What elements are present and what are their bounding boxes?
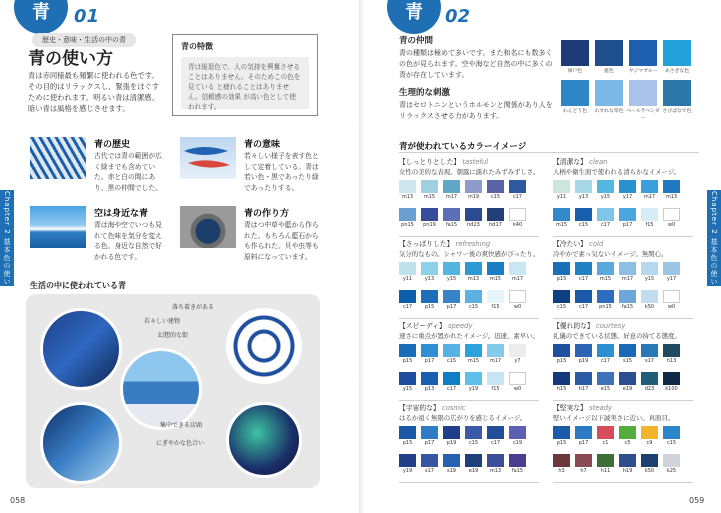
color-swatch <box>553 344 570 357</box>
family-swatch <box>629 40 657 66</box>
color-swatch <box>443 290 460 303</box>
color-swatch-code: p15 <box>402 358 413 364</box>
color-swatch <box>509 372 526 385</box>
chapter-side-tab-left: Chapter 2 基本色の使い <box>0 190 14 286</box>
color-swatch-code: h19 <box>622 468 633 474</box>
color-swatch <box>421 262 438 275</box>
color-swatch <box>443 262 460 275</box>
color-swatch-code: y15 <box>402 386 413 392</box>
color-swatch <box>465 344 482 357</box>
color-swatch <box>421 372 438 385</box>
color-swatch-code: y7 <box>514 358 521 364</box>
color-image-en-label: tasteful <box>462 158 489 166</box>
color-swatch-code: m17 <box>489 358 502 364</box>
chapter-side-tab-right: Chapter 2 基本色の使い方 <box>707 190 721 286</box>
color-image-en-label: cold <box>589 240 604 248</box>
color-swatch-code: pn15 <box>401 222 414 228</box>
color-swatch <box>619 426 636 439</box>
color-swatch <box>619 372 636 385</box>
color-swatch <box>597 262 614 275</box>
color-swatch-code: c19 <box>512 440 523 446</box>
color-swatch <box>663 344 680 357</box>
color-image-en-label: steady <box>589 404 613 412</box>
color-image-desc: 人柄や衛生面で使われる清らかなイメージ。 <box>553 168 681 176</box>
color-swatch-code: c17 <box>600 358 611 364</box>
color-swatch-code: m17 <box>621 276 634 282</box>
color-swatch-code: e15 <box>600 386 611 392</box>
color-swatch-code: k40 <box>512 222 523 228</box>
color-swatch-code: pn15 <box>599 304 612 310</box>
color-swatch <box>663 262 680 275</box>
color-image-heading <box>399 238 490 248</box>
color-swatch <box>663 180 680 193</box>
color-swatch <box>443 180 460 193</box>
color-swatch-code: m17 <box>643 194 656 200</box>
color-image-divider <box>399 318 539 319</box>
color-image-en-label: cosmic <box>441 404 466 412</box>
color-swatch <box>509 180 526 193</box>
color-image-heading <box>399 320 473 330</box>
chapter-number-right: 02 <box>445 6 471 27</box>
color-swatch-code: y19 <box>468 386 479 392</box>
color-image-heading <box>553 402 612 412</box>
color-swatch <box>597 372 614 385</box>
color-swatch <box>421 344 438 357</box>
color-swatch <box>663 372 680 385</box>
section-body-history: 古代では青の範囲が広く緑までも含めていた。赤と白の間にあり、黒の仲間でした。 <box>94 152 162 192</box>
color-swatch <box>619 290 636 303</box>
section-body-meaning: 若々しい様子を表す色として定着している。青は若い色・黒であったり緑であったりする。 <box>244 152 319 192</box>
color-swatch-code: hd23 <box>467 222 480 228</box>
color-image-desc: 冷やかで素っ気ないイメージ。無関心。 <box>553 250 668 258</box>
color-swatch <box>487 372 504 385</box>
callout-focus-store: 集中できる店頭 <box>160 422 203 429</box>
family-swatch-name: さびばなで色 <box>662 109 692 114</box>
page-title: 青の使い方 <box>28 49 113 69</box>
left-page <box>0 0 360 513</box>
color-swatch <box>487 208 504 221</box>
color-image-jp-label: 【スピーディ】 <box>399 322 446 330</box>
physio-title: 生理的な刺激 <box>399 88 451 98</box>
color-swatch <box>641 454 658 467</box>
color-image-desc: 女性の美的な表現。朝露に濡れたみずみずしさ。 <box>399 168 540 176</box>
color-image-en-label: clean <box>589 158 608 166</box>
family-swatch-name: あさぎな色 <box>665 69 689 74</box>
color-swatch-code: e19 <box>622 386 633 392</box>
color-swatch-code: s17 <box>645 358 654 364</box>
color-swatch-code: h15 <box>556 386 567 392</box>
color-swatch <box>641 426 658 439</box>
family-swatch-name: わすれな草色 <box>594 109 624 114</box>
color-swatch <box>663 290 680 303</box>
color-swatch-code: m15 <box>555 222 568 228</box>
color-swatch <box>619 180 636 193</box>
color-swatch <box>575 290 592 303</box>
section-title-history: 青の歴史 <box>94 140 131 150</box>
color-image-divider <box>399 400 539 401</box>
color-swatch <box>641 290 658 303</box>
chapter-badge-right <box>387 0 441 34</box>
color-swatch <box>575 426 592 439</box>
color-swatch <box>399 454 416 467</box>
color-swatch <box>619 454 636 467</box>
color-swatch-code: w0 <box>667 222 676 228</box>
color-swatch-code: c17 <box>578 276 589 282</box>
color-swatch-code: c15 <box>468 440 479 446</box>
color-image-jp-label: 【清潔な】 <box>553 158 587 166</box>
color-swatch-code: d23 <box>644 386 655 392</box>
color-image-desc: 気分的なもの。シャワー後の爽快感がぴったり。 <box>399 250 540 258</box>
color-image-desc: 礼儀のできている状態。好意の持てる態度。 <box>553 332 681 340</box>
color-swatch-code: y13 <box>424 276 435 282</box>
color-swatch <box>663 454 680 467</box>
feature-box-title: 青の特徴 <box>181 42 213 51</box>
color-image-en-label: refreshing <box>455 240 491 248</box>
color-image-jp-label: 【堅実な】 <box>553 404 587 412</box>
color-swatch <box>421 426 438 439</box>
color-swatch <box>465 180 482 193</box>
color-image-divider <box>553 318 693 319</box>
color-swatch-code: k50 <box>644 468 655 474</box>
color-swatch-code: p15 <box>556 358 567 364</box>
color-swatch-code: c17 <box>446 386 457 392</box>
color-swatch-code: c15 <box>578 222 589 228</box>
color-swatch-code: f15 <box>491 386 500 392</box>
color-swatch-code: m15 <box>467 358 480 364</box>
family-swatch <box>561 80 589 106</box>
color-swatch <box>399 426 416 439</box>
category-pill: 歴史・意味・生活の中の青 <box>32 33 136 47</box>
color-swatch-code: p13 <box>424 386 435 392</box>
family-swatch-name: 紺户色 <box>567 69 583 74</box>
color-swatch-code: p15 <box>402 440 413 446</box>
color-swatch <box>487 262 504 275</box>
color-swatch <box>641 208 658 221</box>
blue-family-title: 青の仲間 <box>399 36 434 46</box>
color-swatch <box>553 262 570 275</box>
color-swatch-code: c17 <box>402 304 413 310</box>
color-swatch <box>509 426 526 439</box>
family-swatch <box>561 40 589 66</box>
color-swatch-code: w0 <box>513 386 522 392</box>
intro-text: 青は赤同様最も頻繁に使われる色です。その目的はリラックスし、緊張をほぐすために使われます。明るい青は清潔感、暗い青は風格を感じさせます。 <box>28 71 160 113</box>
color-swatch <box>575 372 592 385</box>
color-swatch-code: s19 <box>447 468 456 474</box>
color-swatch-code: p17 <box>578 440 589 446</box>
color-swatch <box>443 208 460 221</box>
color-swatch-code: fa15 <box>621 304 634 310</box>
color-swatch-code: c17 <box>578 304 589 310</box>
color-swatch <box>487 290 504 303</box>
color-swatch-code: m19 <box>467 194 480 200</box>
family-swatch <box>595 40 623 66</box>
color-swatch <box>553 208 570 221</box>
color-swatch-code: w0 <box>667 304 676 310</box>
color-swatch <box>465 262 482 275</box>
color-swatch-code: y11 <box>556 194 567 200</box>
color-swatch <box>509 454 526 467</box>
color-image-divider <box>399 482 539 483</box>
color-swatch <box>663 208 680 221</box>
color-swatch-code: p19 <box>446 440 457 446</box>
family-swatch-name: ヤジマブルー <box>628 69 658 74</box>
callout-calm: 落ち着きがある <box>172 304 215 311</box>
color-swatch-code: c15 <box>468 304 479 310</box>
blue-building-photo <box>40 308 122 390</box>
color-swatch <box>575 454 592 467</box>
color-swatch-code: p17 <box>424 358 435 364</box>
color-swatch-code: y17 <box>666 276 677 282</box>
color-swatch <box>641 262 658 275</box>
color-swatch-code: e19 <box>468 468 479 474</box>
color-swatch-code: k50 <box>644 304 655 310</box>
color-swatch-code: m13 <box>401 194 414 200</box>
color-swatch <box>399 180 416 193</box>
color-swatch-code: h3 <box>558 468 565 474</box>
color-swatch-code: p15 <box>424 304 435 310</box>
color-swatch <box>399 290 416 303</box>
color-swatch <box>399 344 416 357</box>
chapter-number: 01 <box>74 6 100 27</box>
color-swatch-code: m13 <box>489 468 502 474</box>
color-swatch <box>597 290 614 303</box>
life-section-title: 生活の中に使われている青 <box>30 281 126 290</box>
color-image-desc: はるか遠く無限の広がりを感じるイメージ。 <box>399 414 527 422</box>
color-image-divider <box>553 400 693 401</box>
color-swatch-code: y15 <box>446 276 457 282</box>
chapter-kanji-right: 青 <box>405 2 423 23</box>
color-swatch <box>597 208 614 221</box>
color-swatch <box>641 344 658 357</box>
family-swatch-name: 藍色 <box>604 69 614 74</box>
blue-family-body: 青の種類は極めて多いです。また和名にも数多くの色が見られます。空や海など自然の中に多くの青が存在しています。 <box>399 49 553 79</box>
color-swatch <box>399 208 416 221</box>
color-swatch <box>487 454 504 467</box>
color-swatch-code: c17 <box>600 222 611 228</box>
color-swatch <box>443 426 460 439</box>
color-swatch-code: m17 <box>445 194 458 200</box>
blue-porcelain-plate-photo <box>226 308 302 384</box>
color-swatch <box>421 290 438 303</box>
color-image-jp-label: 【冷たい】 <box>553 240 587 248</box>
section-title-making: 青の作り方 <box>244 209 290 219</box>
color-swatch-code: k100 <box>665 386 678 392</box>
color-swatch-code: m13 <box>467 276 480 282</box>
color-swatch-code: m15 <box>423 194 436 200</box>
life-photo-panel <box>26 294 320 488</box>
color-swatch <box>597 180 614 193</box>
color-swatch-code: w0 <box>513 304 522 310</box>
color-swatch <box>575 208 592 221</box>
color-swatch <box>663 426 680 439</box>
color-swatch <box>641 372 658 385</box>
section-title-meaning: 青の意味 <box>244 140 281 150</box>
color-image-heading <box>399 156 488 166</box>
color-swatch-code: p19 <box>578 358 589 364</box>
color-image-desc: 速さに重点が置かれたイメージ。迅速、素早い。 <box>399 332 539 340</box>
color-swatch <box>399 262 416 275</box>
color-swatch-code: k25 <box>666 468 677 474</box>
color-image-divider <box>399 236 539 237</box>
color-swatch <box>619 262 636 275</box>
color-swatch <box>619 208 636 221</box>
family-swatch <box>595 80 623 106</box>
page-number-left: 058 <box>10 496 26 505</box>
color-image-heading <box>553 320 625 330</box>
color-swatch-code: m13 <box>665 194 678 200</box>
color-image-jp-label: 【しっとりとした】 <box>399 158 461 166</box>
color-image-divider <box>553 482 693 483</box>
color-swatch-code: y13 <box>578 194 589 200</box>
color-swatch-code: h11 <box>600 468 611 474</box>
color-swatch-code: f15 <box>491 304 500 310</box>
shibori-dye-photo <box>30 137 86 179</box>
color-swatch <box>597 454 614 467</box>
callout-fantasy-town: 幻想的な街 <box>158 332 189 339</box>
color-swatch-code: c17 <box>512 194 523 200</box>
color-swatch-code: p17 <box>622 222 633 228</box>
color-swatch <box>575 344 592 357</box>
color-swatch-code: s17 <box>425 468 434 474</box>
carp-streamer-photo <box>180 137 236 179</box>
color-swatch-code: m15 <box>489 276 502 282</box>
color-image-heading <box>553 156 607 166</box>
color-swatch-code: hd17 <box>489 222 502 228</box>
color-swatch-code: h13 <box>666 358 677 364</box>
color-swatch-code: pn19 <box>423 222 436 228</box>
color-swatch <box>465 290 482 303</box>
color-swatch-code: fa15 <box>511 468 524 474</box>
color-swatch-code: fa15 <box>445 222 458 228</box>
family-swatch <box>629 80 657 106</box>
color-swatch-code: f15 <box>645 222 654 228</box>
feature-box <box>172 34 318 116</box>
color-swatch-code: h17 <box>578 386 589 392</box>
color-swatch-code: m15 <box>599 276 612 282</box>
callout-lively-colors: にぎやかな色合い <box>156 440 205 447</box>
color-swatch <box>553 454 570 467</box>
color-swatch <box>619 344 636 357</box>
color-swatch-code: c15 <box>446 358 457 364</box>
illumination-photo <box>226 402 302 478</box>
color-swatch <box>509 262 526 275</box>
color-swatch <box>553 290 570 303</box>
family-swatch-name: わんどう色 <box>563 109 587 114</box>
color-swatch <box>553 180 570 193</box>
sky-sea-photo <box>30 206 86 248</box>
color-swatch <box>487 344 504 357</box>
color-image-jp-label: 【優れ的な】 <box>553 322 594 330</box>
color-swatch-code: p17 <box>424 440 435 446</box>
color-swatch <box>421 180 438 193</box>
color-swatch <box>443 344 460 357</box>
color-swatch <box>487 426 504 439</box>
color-swatch-code: y17 <box>622 194 633 200</box>
color-swatch <box>509 344 526 357</box>
feature-box-note: 青は後退色で、人の気持を興奮させることはありません。そのためこの色を見ている と疲れることはありません。信頼感の効果 が高い色として使われます。 <box>181 57 309 109</box>
chapter-kanji: 青 <box>32 2 50 23</box>
indigo-vat-photo <box>180 206 236 248</box>
color-image-en-label: speedy <box>447 322 473 330</box>
callout-youthful: 若々しい建物 <box>144 318 181 325</box>
color-swatch <box>443 372 460 385</box>
color-image-en-label: courtesy <box>595 322 626 330</box>
physio-body: 青はセロトニンというホルモンと関係があり人をリラックスさせる力があります。 <box>399 101 553 120</box>
color-swatch <box>443 454 460 467</box>
color-swatch <box>421 208 438 221</box>
color-swatch-code: c5 <box>624 440 631 446</box>
color-swatch <box>465 454 482 467</box>
color-swatch-code: c17 <box>490 440 501 446</box>
color-swatch <box>597 344 614 357</box>
color-swatch <box>465 372 482 385</box>
color-swatch-code: m17 <box>511 276 524 282</box>
section-body-sky: 青は海や空でいつも見れて色味を気分を変える色。身近な自然で好かれる色です。 <box>94 221 162 261</box>
color-image-heading <box>553 238 603 248</box>
color-swatch-code: h7 <box>580 468 587 474</box>
color-swatch-code: p17 <box>446 304 457 310</box>
color-swatch <box>509 208 526 221</box>
color-swatch <box>553 426 570 439</box>
section-body-making: 青はつ中草や藍から作られた。もちろん藍石からも作られた。貝や虫等も原料になっています。 <box>244 221 319 261</box>
color-swatch-code: y11 <box>402 276 413 282</box>
color-swatch-code: c15 <box>556 304 567 310</box>
family-swatch <box>663 40 691 66</box>
color-swatch <box>597 426 614 439</box>
blue-town-photo <box>120 348 202 430</box>
color-image-jp-label: 【宇宙的な】 <box>399 404 440 412</box>
right-page <box>361 0 721 513</box>
color-image-desc: 堅いイメージ以下誠実さに近い。真面目。 <box>553 414 675 422</box>
color-image-jp-label: 【さっぱりした】 <box>399 240 454 248</box>
color-swatch-code: y15 <box>600 194 611 200</box>
color-swatch <box>553 372 570 385</box>
color-swatch <box>641 180 658 193</box>
carp-streamer-icon <box>180 137 236 179</box>
section-title-sky: 空は身近な青 <box>94 209 149 219</box>
color-swatch <box>421 454 438 467</box>
color-swatch <box>487 180 504 193</box>
color-swatch <box>465 208 482 221</box>
color-swatch <box>465 426 482 439</box>
glass-interior-photo <box>40 402 122 484</box>
color-image-divider <box>553 236 693 237</box>
color-swatch <box>509 290 526 303</box>
color-image-banner: 青が使われているカラーイメージ <box>399 142 527 152</box>
color-swatch-code: p15 <box>556 276 567 282</box>
page-number-right: 059 <box>689 496 705 505</box>
color-swatch <box>575 262 592 275</box>
color-swatch-code: p15 <box>556 440 567 446</box>
color-swatch-code: c9 <box>646 440 653 446</box>
color-image-heading <box>399 402 466 412</box>
family-swatch-name: ベールラベンダー <box>626 109 660 121</box>
color-swatch-code: c15 <box>666 440 677 446</box>
color-swatch-code: y15 <box>644 276 655 282</box>
color-swatch-code: s15 <box>623 358 632 364</box>
family-swatch <box>663 80 691 106</box>
chapter-badge <box>14 0 68 34</box>
color-swatch-code: y19 <box>402 468 413 474</box>
color-swatch <box>575 180 592 193</box>
color-swatch-code: c15 <box>490 194 501 200</box>
color-swatch <box>399 372 416 385</box>
color-swatch-code: c1 <box>602 440 609 446</box>
banner-divider <box>399 152 699 153</box>
